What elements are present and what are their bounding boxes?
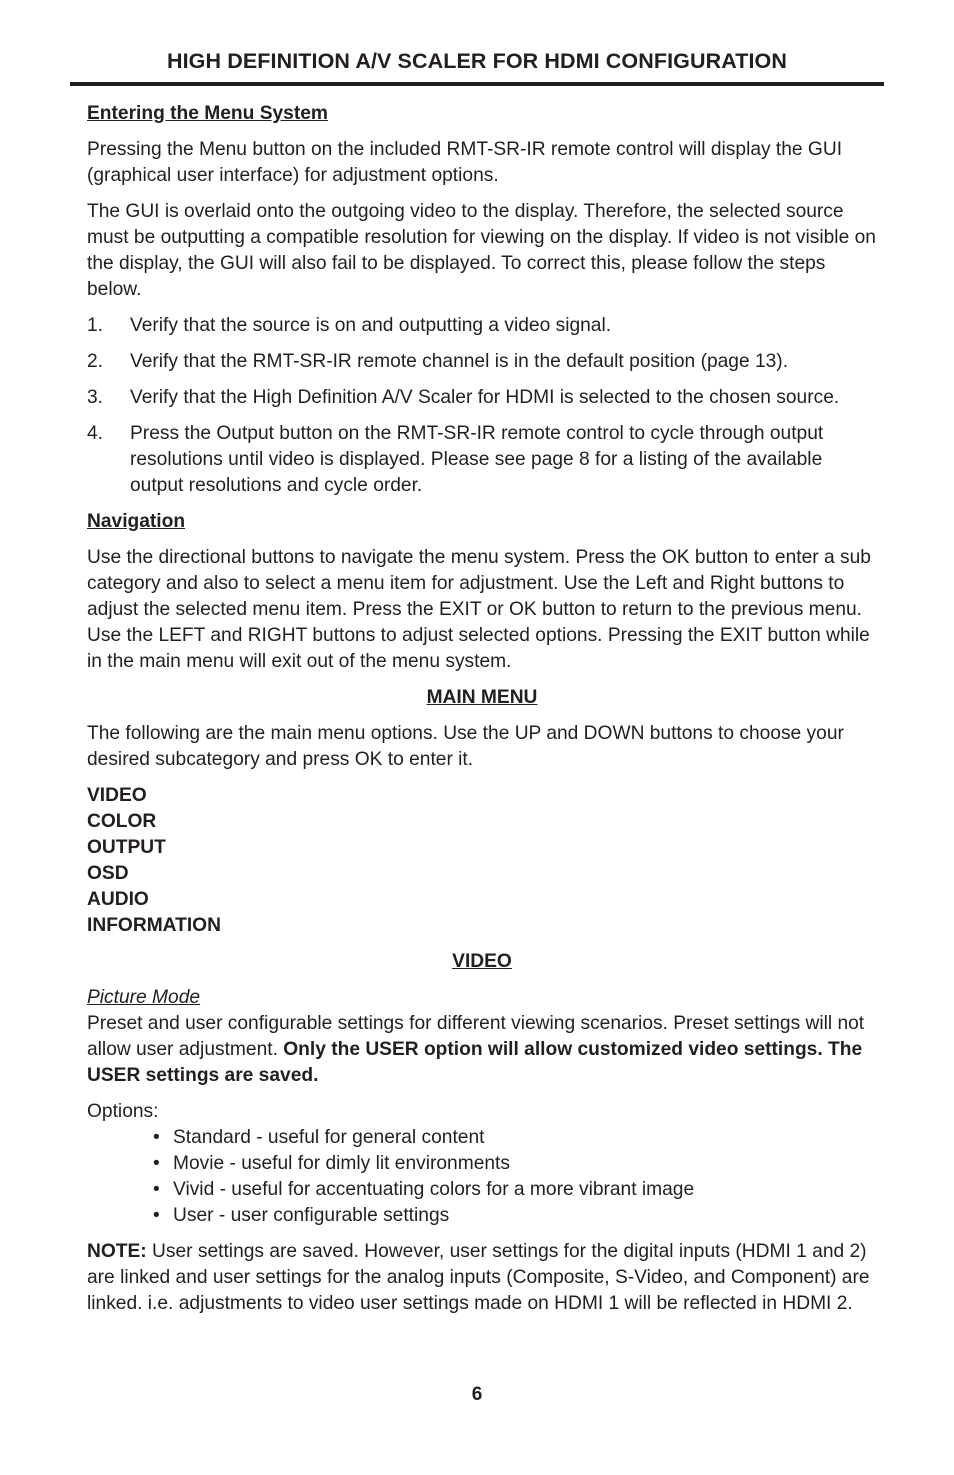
step-text: Press the Output button on the RMT-SR-IR remote control to cycle through output resolutions until video is displayed. Please see page 8 for a listing of the available output resolutions and cycle order.: [130, 423, 824, 496]
step-item: [87, 349, 877, 375]
option-text: Vivid - useful for accentuating colors for a more vibrant image: [173, 1179, 695, 1200]
paragraph-main-menu: The following are the main menu options. Use the UP and DOWN buttons to choose your desired subcategory and press OK to enter it.: [87, 723, 844, 770]
menu-option-osd: OSD: [87, 863, 129, 884]
menu-option-information: INFORMATION: [87, 915, 221, 936]
bullet-icon: •: [153, 1179, 160, 1200]
note-text: User settings are saved. However, user settings for the digital inputs (HDMI 1 and 2) are linked and user settings for the analog inputs (Composite, S-Video, and Component) are linked. i.e. adjustments to video user settings made on HDMI 1 will be reflected in HDMI 2.: [87, 1241, 870, 1314]
note-paragraph: [87, 1239, 877, 1317]
step-number: 3.: [87, 387, 104, 408]
step-number: 1.: [87, 315, 104, 336]
troubleshooting-steps: [87, 313, 877, 499]
step-item: [87, 313, 877, 339]
option-item: [153, 1151, 877, 1177]
page-number: 6: [471, 1384, 483, 1405]
option-item: [153, 1203, 877, 1229]
step-number: 4.: [87, 423, 104, 444]
section-heading-main-menu: MAIN MENU: [426, 687, 538, 708]
step-number: 2.: [87, 351, 104, 372]
header-rule: [70, 82, 884, 86]
page-header-title: HIGH DEFINITION A/V SCALER FOR HDMI CONFIGURATION: [166, 49, 788, 73]
picture-mode-emphasis: Only the USER option will allow customized video settings. The USER settings are saved.: [87, 1039, 863, 1086]
section-heading-entering-menu: Entering the Menu System: [87, 103, 328, 124]
menu-option-color: COLOR: [87, 811, 157, 832]
step-text: Verify that the source is on and outputting a video signal.: [130, 315, 612, 336]
option-item: [153, 1177, 877, 1203]
menu-option-video: VIDEO: [87, 785, 147, 806]
paragraph-picture-mode: [87, 1011, 877, 1089]
bullet-icon: •: [153, 1127, 160, 1148]
section-heading-video: VIDEO: [452, 951, 512, 972]
picture-mode-options-list: [87, 1125, 877, 1229]
note-label: NOTE:: [87, 1241, 147, 1262]
paragraph-gui-overlay: The GUI is overlaid onto the outgoing video to the display. Therefore, the selected source must be outputting a compatible resolution for viewing on the display. If video is not visible on the display, the GUI will also fail to be displayed. To correct this, please follow the steps below.: [87, 201, 876, 300]
option-text: Movie - useful for dimly lit environments: [173, 1153, 510, 1174]
option-item: [153, 1125, 877, 1151]
paragraph-menu-button: Pressing the Menu button on the included RMT-SR-IR remote control will display the GUI (graphical user interface) for adjustment options.: [87, 139, 843, 186]
paragraph-navigation: Use the directional buttons to navigate the menu system. Press the OK button to enter a sub category and also to select a menu item for adjustment. Use the Left and Right buttons to adjust the selected menu item. Press the EXIT or OK button to return to the previous menu. Use the LEFT and RIGHT buttons to adjust selected options. Pressing the EXIT button while in the main menu will exit out of the menu system.: [87, 547, 871, 672]
picture-mode-description: Preset and user configurable settings for different viewing scenarios. Preset settings will not allow user adjustment.: [87, 1013, 865, 1060]
bullet-icon: •: [153, 1205, 160, 1226]
menu-option-output: OUTPUT: [87, 837, 166, 858]
step-item: [87, 385, 877, 411]
bullet-icon: •: [153, 1153, 160, 1174]
section-heading-navigation: Navigation: [87, 511, 186, 532]
step-text: Verify that the RMT-SR-IR remote channel is in the default position (page 13).: [130, 351, 789, 372]
step-text: Verify that the High Definition A/V Scaler for HDMI is selected to the chosen source.: [130, 387, 840, 408]
menu-option-audio: AUDIO: [87, 889, 149, 910]
options-label: Options:: [87, 1101, 159, 1122]
main-menu-options-list: [87, 783, 877, 939]
step-item: [87, 421, 877, 499]
option-text: Standard - useful for general content: [173, 1127, 485, 1148]
page-content: [87, 101, 877, 1317]
option-text: User - user configurable settings: [173, 1205, 450, 1226]
subheading-picture-mode: Picture Mode: [87, 987, 201, 1008]
